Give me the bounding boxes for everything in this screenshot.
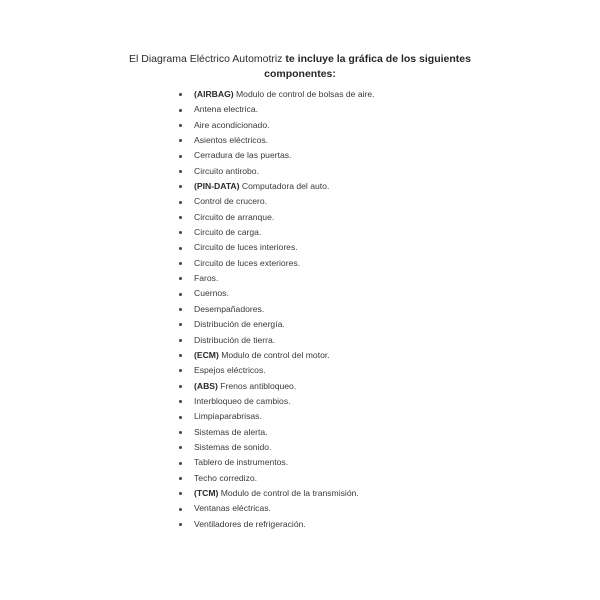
bullet-icon <box>179 369 182 372</box>
bullet-icon <box>179 155 182 158</box>
bullet-icon <box>179 431 182 434</box>
list-item <box>179 317 375 332</box>
component-label: Espejos eléctricos. <box>194 365 266 376</box>
component-label: Antena electrica. <box>194 104 259 115</box>
component-label: Desempañadores. <box>194 303 265 314</box>
list-item <box>179 240 375 255</box>
component-label: Circuito de luces exteriores. <box>194 257 301 268</box>
list-item <box>179 348 375 363</box>
component-label: Modulo de control del motor. <box>218 349 330 360</box>
component-label: Aire acondicionado. <box>194 119 270 130</box>
component-label: Circuito de carga. <box>194 227 262 238</box>
intro-paragraph <box>120 52 480 83</box>
component-label: Cuernos. <box>194 288 229 299</box>
bullet-icon <box>179 339 182 342</box>
intro-bold-text: te incluye la gráfica de los siguientes componentes: <box>264 52 471 80</box>
component-abbreviation: (PIN-DATA) <box>194 181 240 192</box>
bullet-icon <box>179 185 182 188</box>
component-label: Frenos antibloqueo. <box>217 380 297 391</box>
component-label: Sistemas de alerta. <box>194 426 268 437</box>
bullet-icon <box>179 277 182 280</box>
component-label: Distribución de tierra. <box>194 334 276 345</box>
component-label: Circuito antirobo. <box>194 165 259 176</box>
bullet-icon <box>179 93 182 96</box>
list-item <box>179 455 375 470</box>
bullet-icon <box>179 247 182 250</box>
list-item <box>179 486 375 501</box>
list-item <box>179 194 375 209</box>
bullet-icon <box>179 231 182 234</box>
bullet-icon <box>179 523 182 526</box>
list-item <box>179 409 375 424</box>
component-label: Techo corredizo. <box>194 472 258 483</box>
component-label: Modulo de control de la transmisión. <box>218 487 359 498</box>
list-item <box>179 179 375 194</box>
bullet-icon <box>179 508 182 511</box>
list-item <box>179 225 375 240</box>
bullet-icon <box>179 216 182 219</box>
list-item <box>179 302 375 317</box>
component-list <box>179 87 375 532</box>
bullet-icon <box>179 308 182 311</box>
bullet-icon <box>179 446 182 449</box>
component-label: Ventanas eléctricas. <box>194 503 271 514</box>
component-label: Tablero de instrumentos. <box>194 457 289 468</box>
list-item <box>179 102 375 117</box>
list-item <box>179 501 375 516</box>
component-label: Control de crucero. <box>194 196 268 207</box>
component-abbreviation: (ABS) <box>194 380 218 391</box>
list-item <box>179 379 375 394</box>
component-label: Limpiaparabrisas. <box>194 411 262 422</box>
component-label: Sistemas de sonido. <box>194 441 272 452</box>
component-abbreviation: (AIRBAG) <box>194 89 234 99</box>
component-label: Circuito de luces interiores. <box>194 242 298 253</box>
list-item <box>179 118 375 133</box>
list-item <box>179 425 375 440</box>
bullet-icon <box>179 124 182 127</box>
component-label: Ventiladores de refrigeración. <box>194 518 306 529</box>
bullet-icon <box>179 400 182 403</box>
list-item <box>179 517 375 532</box>
bullet-icon <box>179 385 182 388</box>
bullet-icon <box>179 109 182 112</box>
list-item <box>179 164 375 179</box>
component-label: Asientos eléctricos. <box>194 135 269 146</box>
list-item <box>179 271 375 286</box>
bullet-icon <box>179 477 182 480</box>
bullet-icon <box>179 139 182 142</box>
component-label: Circuito de arranque. <box>194 211 275 222</box>
bullet-icon <box>179 293 182 296</box>
list-item <box>179 286 375 301</box>
intro-plain-text: El Diagrama Eléctrico Automotriz <box>129 52 286 65</box>
component-label: Interbloqueo de cambios. <box>194 395 291 406</box>
list-item <box>179 256 375 271</box>
bullet-icon <box>179 462 182 465</box>
bullet-icon <box>179 323 182 326</box>
component-label: Faros. <box>194 273 219 284</box>
component-abbreviation: (ECM) <box>194 349 219 360</box>
list-item <box>179 440 375 455</box>
list-item <box>179 133 375 148</box>
bullet-icon <box>179 170 182 173</box>
list-item <box>179 394 375 409</box>
list-item <box>179 363 375 378</box>
bullet-icon <box>179 492 182 495</box>
bullet-icon <box>179 416 182 419</box>
list-item <box>179 210 375 225</box>
list-item <box>179 333 375 348</box>
list-item <box>179 87 375 102</box>
component-label: Modulo de control de bolsas de aire. <box>233 89 375 99</box>
list-item <box>179 471 375 486</box>
bullet-icon <box>179 262 182 265</box>
component-label: Distribución de energía. <box>194 319 285 330</box>
component-abbreviation: (TCM) <box>194 487 219 498</box>
bullet-icon <box>179 201 182 204</box>
component-label: Computadora del auto. <box>239 181 330 192</box>
list-item <box>179 148 375 163</box>
bullet-icon <box>179 354 182 357</box>
component-label: Cerradura de las puertas. <box>194 150 292 161</box>
